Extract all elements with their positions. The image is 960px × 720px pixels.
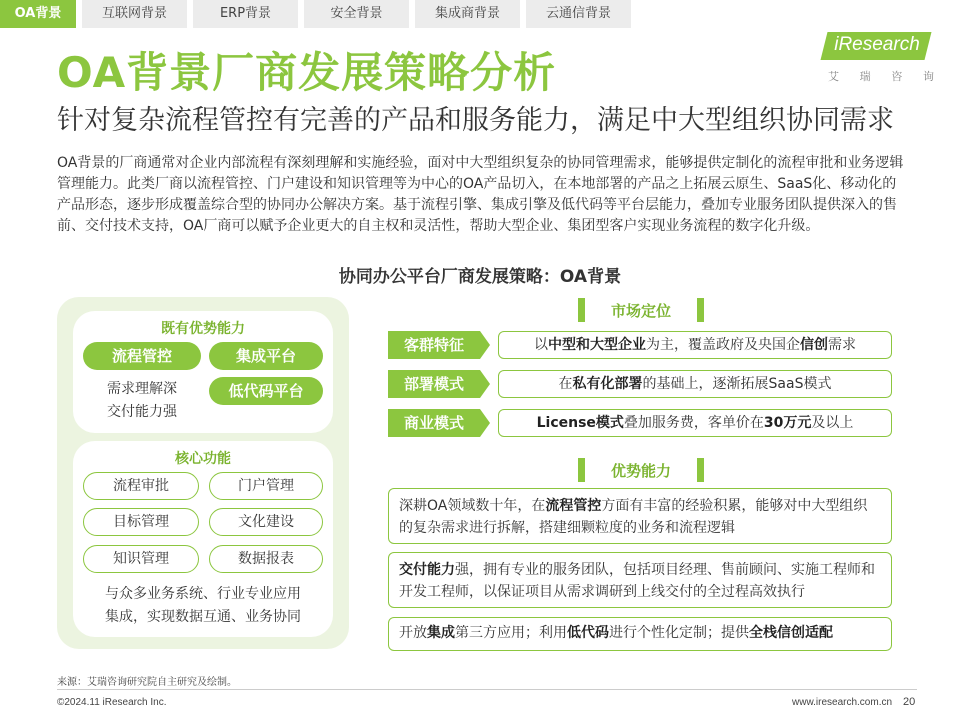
core-note-line: 集成，实现数据互通、业务协同 [105,609,301,625]
market-row-text: 以中型和大型企业为主，覆盖政府及央国企信创需求 [498,331,892,359]
source-note: 来源：艾瑞咨询研究院自主研究及绘制。 [57,677,237,688]
arrow-icon [480,409,490,437]
page-number: 20 [903,696,916,708]
function-pill: 数据报表 [209,545,323,573]
advantage-card [73,311,333,433]
advantage-item: 开放集成第三方应用；利用低代码进行个性化定制；提供全栈信创适配 [388,617,892,651]
core-function-heading: 核心功能 [175,451,231,467]
website-link[interactable]: www.iresearch.com.cn [792,697,893,708]
logo-text: iResearch [834,34,920,55]
market-row-label: 部署模式 [388,370,480,398]
iresearch-logo [818,30,936,86]
advantage-pill: 集成平台 [209,342,323,370]
tab-security[interactable]: 安全背景 [304,0,409,28]
heading-bar [697,298,704,322]
market-heading [578,298,704,322]
tab-internet[interactable]: 互联网背景 [82,0,187,28]
tab-oa[interactable]: OA背景 [0,0,76,28]
advantage-item: 深耕OA领域数十年，在流程管控方面有丰富的经验积累，能够对中大型组织的复杂需求进行拆解，搭建细颗粒度的业务和流程逻辑 [388,488,892,544]
market-row-label: 客群特征 [388,331,480,359]
page-title: OA背景厂商发展策略分析 [57,48,557,97]
copyright: ©2024.11 iResearch Inc. [57,697,167,708]
advantage-heading-right [578,458,704,482]
advantage-heading: 既有优势能力 [161,321,245,337]
arrow-icon [480,370,490,398]
logo-cn-char: 询 [922,70,934,83]
advantage-pill: 流程管控 [83,342,201,370]
arrow-icon [480,331,490,359]
market-row-text: 在私有化部署的基础上，逐渐拓展SaaS模式 [498,370,892,398]
core-function-note [73,583,333,629]
advantage-note-line: 需求理解深 [107,381,177,397]
function-pill: 知识管理 [83,545,199,573]
advantage-note-line: 交付能力强 [107,404,177,420]
market-heading-text: 市场定位 [610,302,671,320]
tab-bar [0,0,637,28]
function-pill: 门户管理 [209,472,323,500]
function-pill: 文化建设 [209,508,323,536]
advantage-heading-text: 优势能力 [610,462,671,480]
advantage-pill: 低代码平台 [209,377,323,405]
section-title: 协同办公平台厂商发展策略：OA背景 [338,267,622,287]
core-note-line: 与众多业务系统、行业专业应用 [105,586,301,602]
tab-erp[interactable]: ERP背景 [193,0,298,28]
market-row-label: 商业模式 [388,409,480,437]
tab-cloud-comm[interactable]: 云通信背景 [526,0,631,28]
logo-cn-text [828,68,934,84]
heading-bar [697,458,704,482]
advantage-note [81,378,203,424]
advantage-item: 交付能力强，拥有专业的服务团队，包括项目经理、售前顾问、实施工程师和开发工程师，以保证项目从需求调研到上线交付的全过程高效执行 [388,552,892,608]
capability-panel [57,297,349,649]
page-subtitle: 针对复杂流程管控有完善的产品和服务能力，满足中大型组织协同需求 [57,105,894,136]
function-pill: 流程审批 [83,472,199,500]
market-row-text: License模式叠加服务费，客单价在30万元及以上 [498,409,892,437]
footer-divider [57,689,917,690]
function-pill: 目标管理 [83,508,199,536]
intro-paragraph: OA背景的厂商通常对企业内部流程有深刻理解和实施经验，面对中大型组织复杂的协同管理需求，能够提供定制化的流程审批和业务逻辑管理能力。此类厂商以流程管控、门户建设和知识管理等为中心的OA产品切入，在本地部署的产品之上拓展云原生、SaaS化、移动化的产品形态，逐步形成覆盖综合型的协同办公解决方案。基于流程引擎、集成引擎及低代码等平台层能力，叠加专业服务团队提供深入的售前、交付技术支持，OA厂商可以赋予企业更大的自主权和灵活性，帮助大型企业、集团型客户实现业务流程的数字化升级。 [57,155,904,234]
logo-cn-char: 瑞 [859,70,871,83]
tab-integrator[interactable]: 集成商背景 [415,0,520,28]
logo-cn-char: 艾 [828,70,839,83]
logo-cn-char: 咨 [891,70,903,83]
core-function-card [73,441,333,637]
